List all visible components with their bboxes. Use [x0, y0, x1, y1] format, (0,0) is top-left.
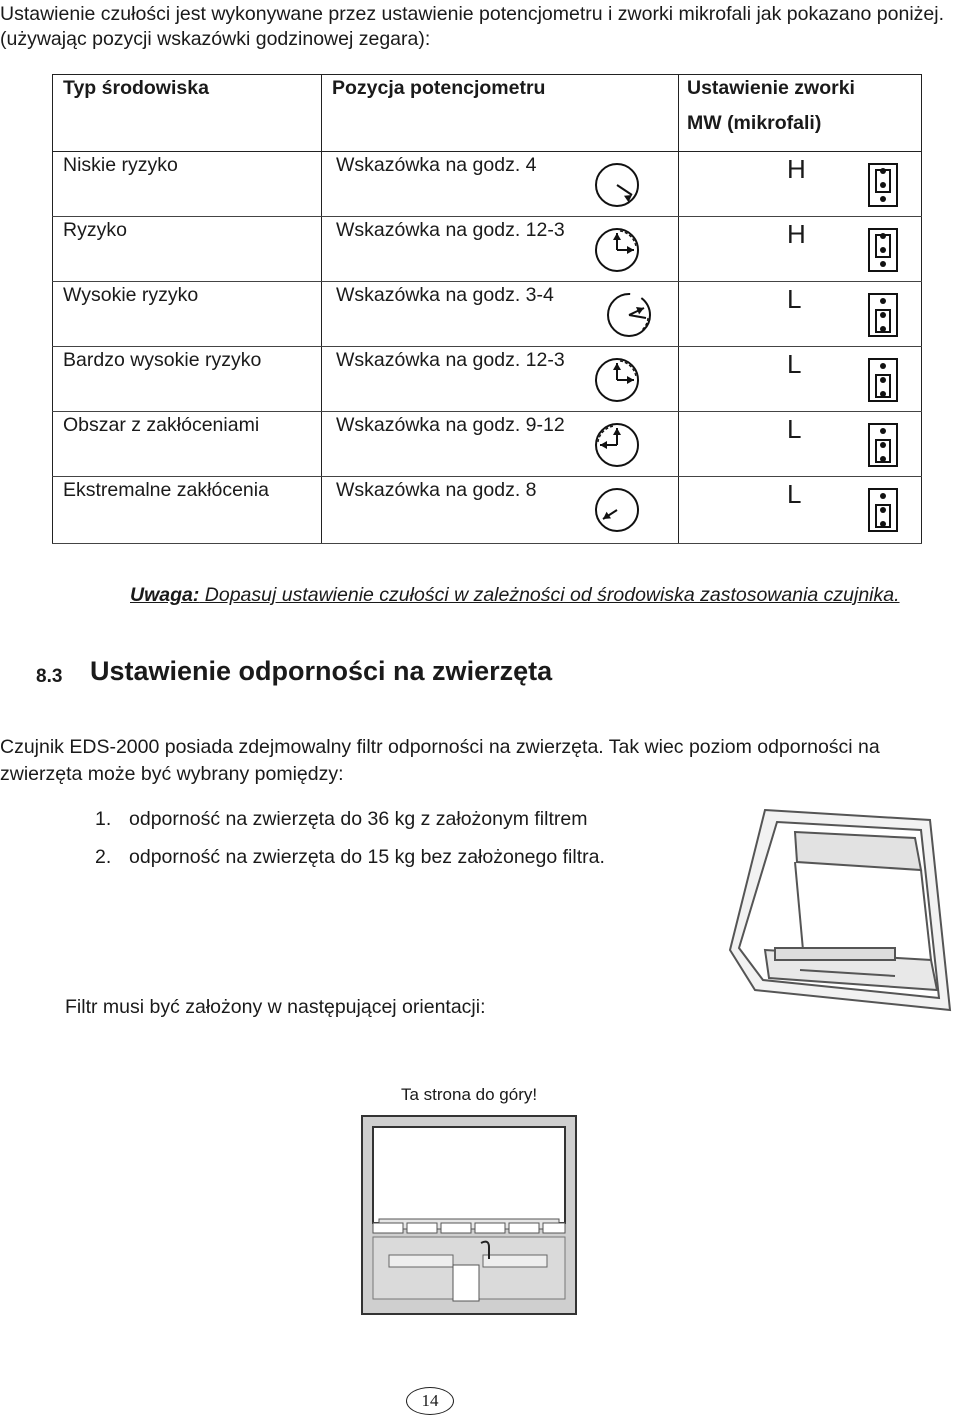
- jumper-icon: [868, 293, 898, 337]
- header-jumper: Ustawienie zworki MW (mikrofali): [679, 75, 922, 152]
- potentiometer-cell: Wskazówka na godz. 9-12: [322, 412, 679, 477]
- environment-cell: Ekstremalne zakłócenia: [53, 477, 322, 544]
- table-row: [53, 282, 922, 347]
- pet-immunity-paragraph: Czujnik EDS-2000 posiada zdejmowalny filtr odporności na zwierzęta. Tak wiec poziom odporności na zwierzęta może być wybrany pomiędzy:: [0, 736, 880, 785]
- header-potentiometer: Pozycja potencjometru: [322, 75, 679, 152]
- header-environment: Typ środowiska: [53, 75, 322, 152]
- table-header-row: [53, 75, 922, 152]
- potentiometer-cell: Wskazówka na godz. 12-3: [322, 217, 679, 282]
- jumper-cell: [679, 412, 922, 477]
- table-row: [53, 217, 922, 282]
- page-number: 14: [406, 1387, 454, 1415]
- clock-dial-icon: [592, 160, 642, 210]
- filter-illustration: [361, 1115, 577, 1315]
- table-row: [53, 412, 922, 477]
- potentiometer-cell: Wskazówka na godz. 4: [322, 152, 679, 217]
- environment-cell: Bardzo wysokie ryzyko: [53, 347, 322, 412]
- sensitivity-table: [52, 74, 922, 544]
- clock-dial-icon: [604, 290, 654, 340]
- clock-dial-icon: [592, 355, 642, 405]
- table-row: [53, 477, 922, 544]
- list-item: 1.: [95, 808, 112, 830]
- jumper-cell: [679, 477, 922, 544]
- jumper-setting: L: [787, 349, 802, 379]
- environment-cell: Wysokie ryzyko: [53, 282, 322, 347]
- jumper-cell: [679, 152, 922, 217]
- note-text: Dopasuj ustawienie czułości w zależności od środowiska zastosowania czujnika.: [199, 584, 900, 606]
- list-item-text: odporność na zwierzęta do 15 kg bez założonego filtra.: [129, 846, 605, 868]
- section-title: Ustawienie odporności na zwierzęta: [90, 656, 553, 686]
- jumper-setting: L: [787, 284, 802, 314]
- list-item-text: odporność na zwierzęta do 36 kg z założonym filtrem: [129, 808, 588, 830]
- jumper-icon: [868, 488, 898, 532]
- environment-cell: Niskie ryzyko: [53, 152, 322, 217]
- jumper-cell: [679, 217, 922, 282]
- potentiometer-cell: Wskazówka na godz. 12-3: [322, 347, 679, 412]
- jumper-setting: L: [787, 479, 802, 509]
- jumper-cell: [679, 347, 922, 412]
- jumper-setting: H: [787, 154, 806, 184]
- environment-cell: Obszar z zakłóceniami: [53, 412, 322, 477]
- jumper-icon: [868, 423, 898, 467]
- jumper-setting: L: [787, 414, 802, 444]
- note: [130, 578, 930, 613]
- jumper-cell: [679, 282, 922, 347]
- jumper-icon: [868, 228, 898, 272]
- jumper-icon: [868, 163, 898, 207]
- section-number: 8.3: [36, 666, 63, 687]
- note-label: Uwaga:: [130, 584, 200, 606]
- jumper-icon: [868, 358, 898, 402]
- potentiometer-cell: Wskazówka na godz. 3-4: [322, 282, 679, 347]
- filter-orientation-text: Filtr musi być założony w następującej orientacji:: [65, 996, 486, 1018]
- intro-paragraph: Ustawienie czułości jest wykonywane przez ustawienie potencjometru i zworki mikrofali jak pokazano poniżej. (używając pozycji wskazówki godzinowej zegara):: [0, 3, 945, 50]
- table-row: [53, 152, 922, 217]
- clock-dial-icon: [592, 420, 642, 470]
- detector-illustration: [725, 800, 960, 1020]
- potentiometer-cell: Wskazówka na godz. 8: [322, 477, 679, 544]
- orientation-label: Ta strona do góry!: [401, 1085, 538, 1104]
- clock-dial-icon: [592, 225, 642, 275]
- list-item: 2.: [95, 846, 112, 868]
- clock-dial-icon: [592, 485, 642, 535]
- environment-cell: Ryzyko: [53, 217, 322, 282]
- table-row: [53, 347, 922, 412]
- jumper-setting: H: [787, 219, 806, 249]
